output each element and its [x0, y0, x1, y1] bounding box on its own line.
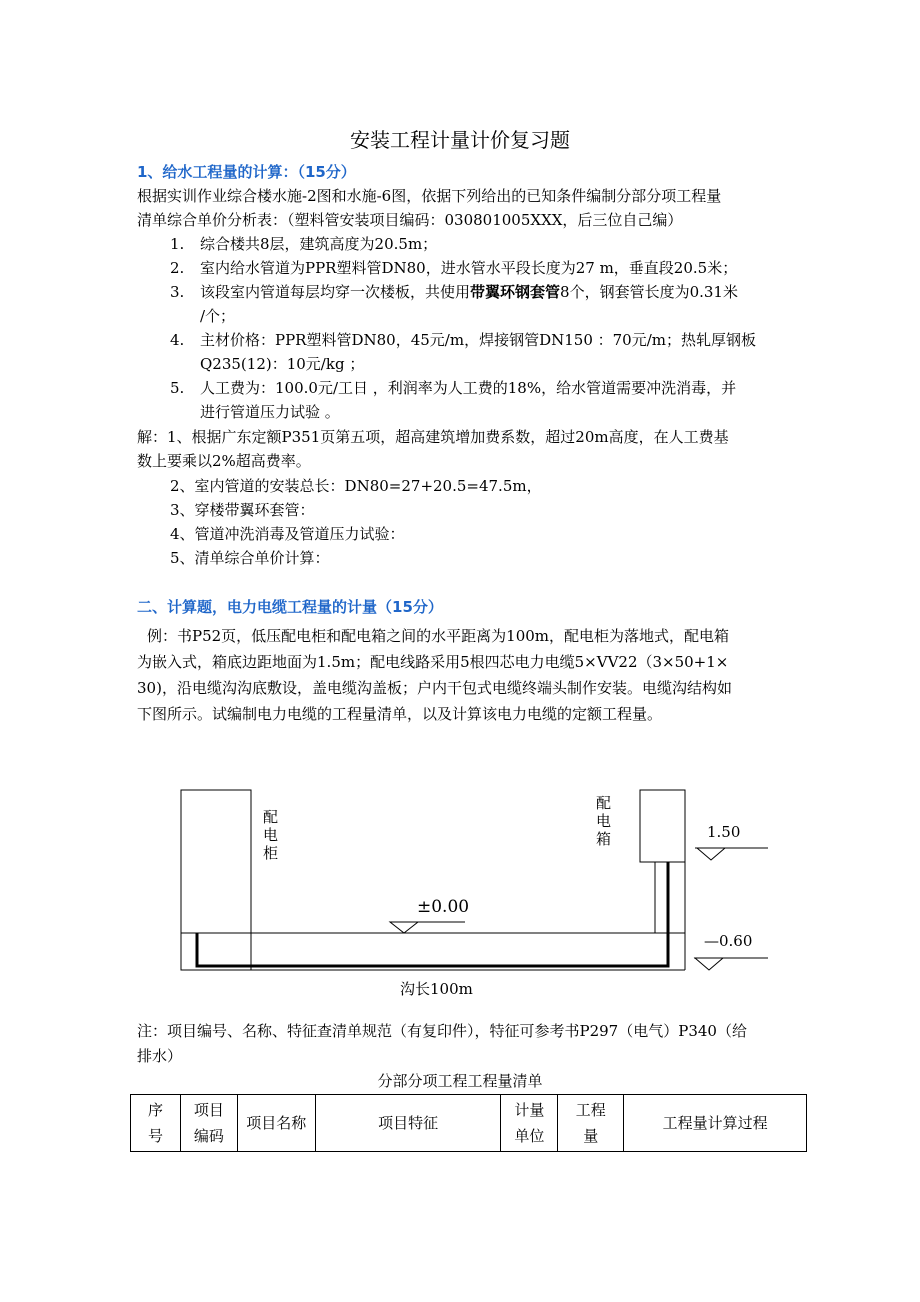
note-line2: 排水）: [137, 1047, 183, 1065]
header-unit: 计量 单位: [501, 1095, 558, 1152]
solution-step-5: 5、清单综合单价计算：: [170, 549, 330, 567]
table-caption: 分部分项工程工程量清单: [377, 1072, 543, 1090]
item-text: 主材价格：PPR塑料管DN80，45元/m，焊接钢管DN150 ：70元/m；热轧厚钢板: [200, 331, 756, 349]
distribution-cabinet: [181, 790, 251, 970]
header-quantity: 工程 量: [558, 1095, 624, 1152]
box-label-char-2: 电: [596, 812, 612, 830]
item-text: 该段室内管道每层均穿一次楼板，共使用: [200, 283, 471, 301]
condition-item-4-cont: Q235(12)：10元/kg ；: [200, 355, 365, 373]
item-number: 4.: [170, 331, 185, 349]
section2-paragraph-line4: 下图所示。试编制电力电缆的工程量清单，以及计算该电力电缆的定额工程量。: [137, 705, 663, 723]
item-number: 3.: [170, 283, 185, 301]
trench-length-label: 沟长100m: [400, 980, 473, 998]
box-label-char-1: 配: [596, 794, 612, 812]
condition-item-5-cont: 进行管道压力试验 。: [200, 403, 340, 421]
distribution-box: [640, 790, 685, 862]
item-text: 8个，钢套管长度为0.31米: [560, 283, 738, 301]
ground-elevation-marker: [390, 922, 418, 933]
solution-line1: 解：1、根据广东定额P351页第五项，超高建筑增加费系数，超过20m高度，在人工费基: [137, 428, 729, 446]
section2-paragraph-line2: 为嵌入式，箱底边距地面为1.5m；配电线路采用5根四芯电力电缆5×VV22（3×50+1×: [137, 653, 729, 671]
item-text: 综合楼共8层，建筑高度为20.5m；: [200, 235, 438, 253]
cabinet-label-char-1: 配: [263, 808, 279, 826]
solution-step-3: 3、穿楼带翼环套管：: [170, 501, 315, 519]
trench-elevation-label: —0.60: [704, 932, 753, 950]
table-header-row: [131, 1095, 807, 1152]
bill-of-quantities-table: [130, 1094, 807, 1152]
item-number: 1.: [170, 235, 185, 253]
solution-step-2: 2、室内管道的安装总长：DN80=27+20.5=47.5m，: [170, 477, 542, 495]
header-item-code: 项目 编码: [180, 1095, 237, 1152]
document-title: 安装工程计量计价复习题: [350, 128, 570, 152]
section2-heading: 二、计算题，电力电缆工程量的计量（15分）: [137, 598, 443, 616]
solution-line2: 数上要乘以2%超高费率。: [137, 452, 311, 470]
item-number: 5.: [170, 379, 185, 397]
header-calculation-process: 工程量计算过程: [624, 1095, 807, 1152]
cabinet-label-char-2: 电: [263, 826, 279, 844]
item-number: 2.: [170, 259, 185, 277]
section1-heading: 1、给水工程量的计算：（15分）: [137, 163, 356, 181]
cabinet-label-char-3: 柜: [263, 844, 279, 862]
ground-elevation-label: ±0.00: [417, 897, 470, 917]
trench-elevation-marker: [695, 958, 723, 970]
note-line1: 注：项目编号、名称、特征查清单规范（有复印件），特征可参考书P297（电气）P340（给: [137, 1022, 747, 1040]
header-item-name: 项目名称: [237, 1095, 315, 1152]
solution-step-4: 4、管道冲洗消毒及管道压力试验：: [170, 525, 405, 543]
box-elevation-marker: [697, 848, 725, 860]
section2-paragraph-line1: 例：书P52页，低压配电柜和配电箱之间的水平距离为100m，配电柜为落地式，配电箱: [147, 627, 730, 645]
section1-intro-line1: 根据实训作业综合楼水施-2图和水施-6图，依据下列给出的已知条件编制分部分项工程量: [137, 187, 722, 205]
item-text: 室内给水管道为PPR塑料管DN80，进水管水平段长度为27 m，垂直段20.5米；: [200, 259, 738, 277]
section1-intro-line2: 清单综合单价分析表：（塑料管安装项目编码：030801005XXX，后三位自己编）: [137, 211, 683, 229]
box-elevation-label: 1.50: [707, 823, 741, 841]
condition-item-3-cont: /个；: [200, 307, 236, 325]
box-label-char-3: 箱: [596, 830, 612, 848]
item-text: 人工费为：100.0元/工日 ，利润率为人工费的18%，给水管道需要冲洗消毒，并: [200, 379, 737, 397]
section2-paragraph-line3: 30)，沿电缆沟沟底敷设，盖电缆沟盖板；户内干包式电缆终端头制作安装。电缆沟结构如: [137, 679, 732, 697]
item-text-bold: 带翼环钢套管: [470, 283, 561, 301]
header-serial-number: 序 号: [131, 1095, 181, 1152]
header-item-features: 项目特征: [315, 1095, 501, 1152]
